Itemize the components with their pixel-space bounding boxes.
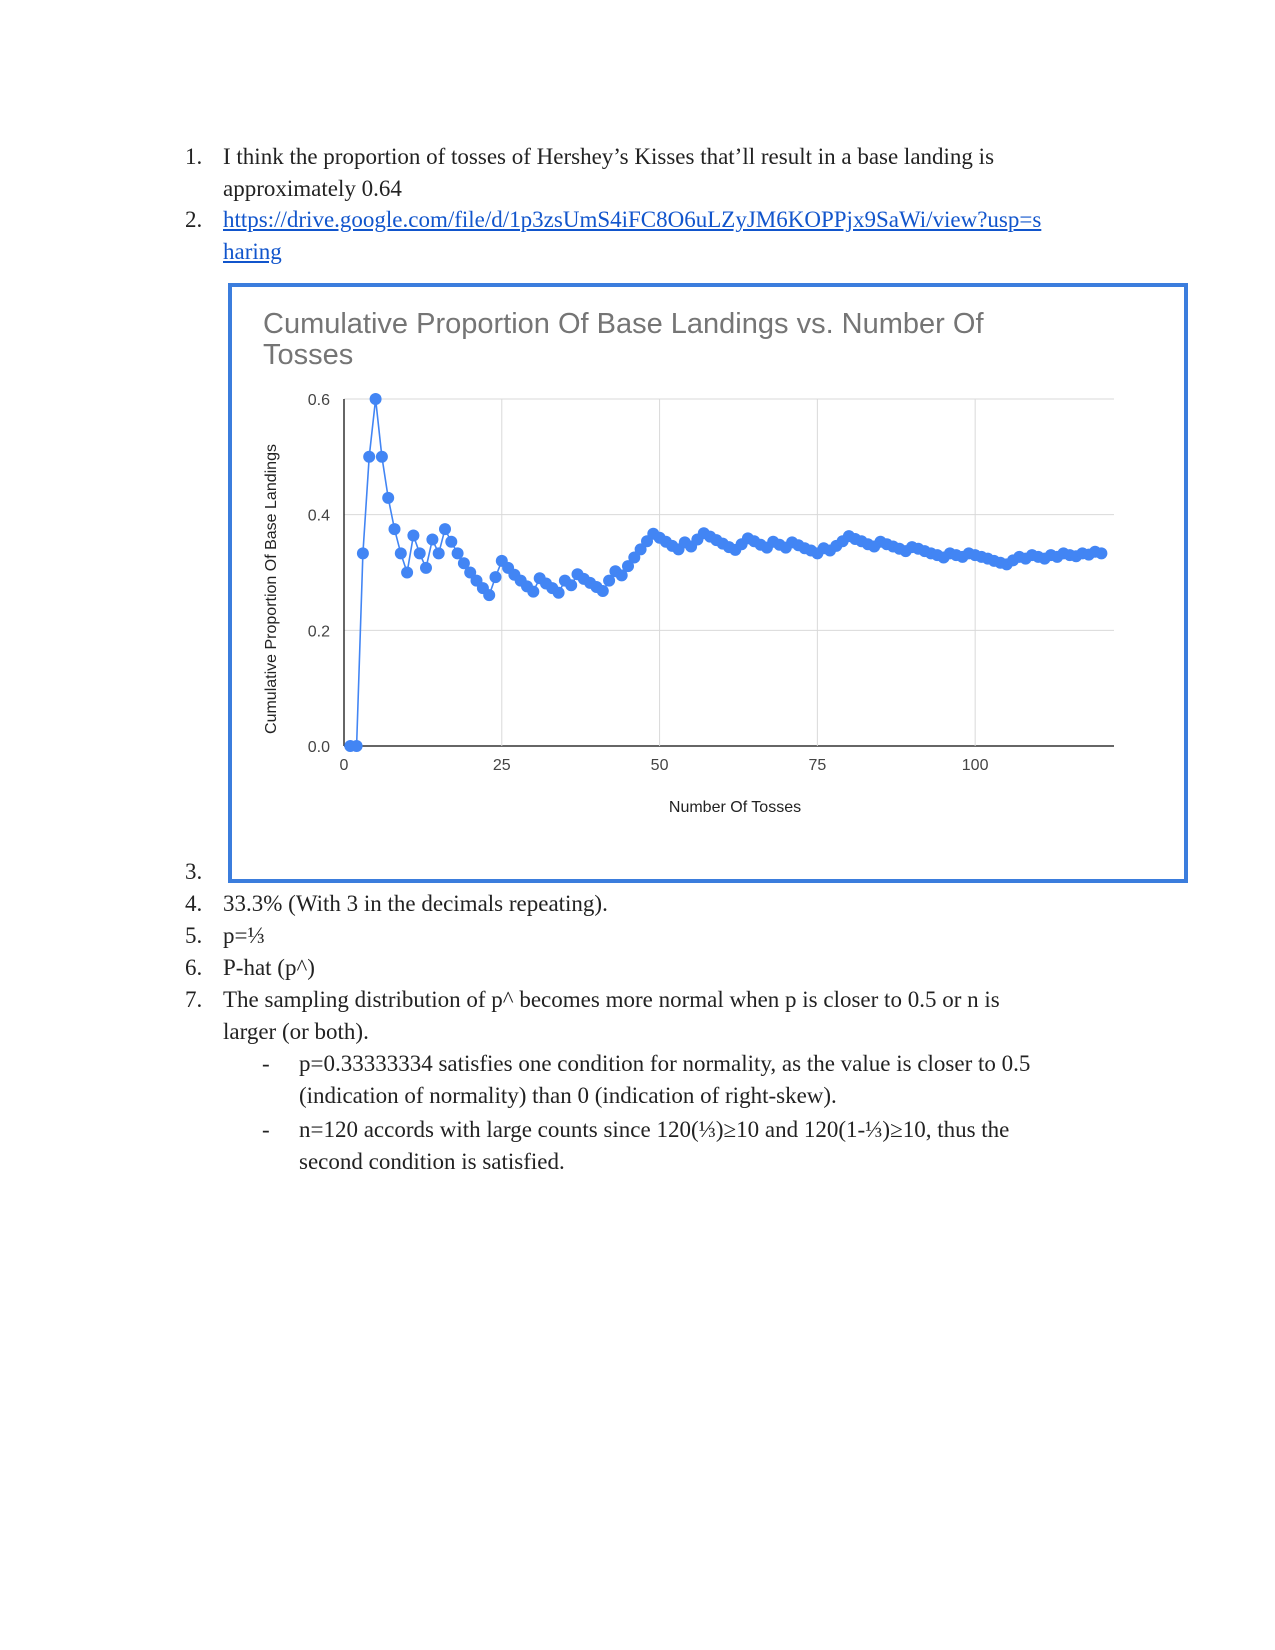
item-text: P-hat (p^) [223,955,315,980]
item-number: 3. [185,859,203,884]
x-tick-label: 75 [808,757,827,774]
sub-item-line: p=0.33333334 satisfies one condition for normality, as the value is closer to 0.5 [299,1051,1031,1076]
data-point [565,579,577,591]
data-point [401,567,413,579]
x-tick-label: 100 [961,757,989,774]
item-text [223,141,1083,205]
data-point [433,547,445,559]
y-tick-label: 0.4 [307,507,330,525]
data-point [370,393,382,405]
sub-item-text [299,1114,1099,1178]
item-number: 6. [185,955,203,980]
data-point [553,587,565,599]
item-number: 1. [185,144,203,169]
cumulative-proportion-chart [232,287,1184,879]
data-point [376,451,388,463]
item-text: 33.3% (With 3 in the decimals repeating). [223,891,608,916]
series-line [350,399,1101,746]
sub-item-line: second condition is satisfied. [299,1149,565,1174]
drive-link[interactable] [223,204,1083,268]
data-point [407,530,419,542]
item-text [223,984,1083,1048]
data-point [357,547,369,559]
item-number: 2. [185,207,203,232]
bullet-dash: - [262,1117,270,1142]
x-tick-label: 0 [339,757,349,774]
sub-item-line: (indication of normality) than 0 (indication of right-skew). [299,1083,837,1108]
x-tick-label: 25 [492,757,511,774]
item-text: p=⅓ [223,923,265,948]
data-point [439,523,451,535]
data-point [445,536,457,548]
data-point [527,586,539,598]
bullet-dash: - [262,1051,270,1076]
sub-item-line: n=120 accords with large counts since 120(⅓)≥10 and 120(1-⅓)≥10, thus the [299,1117,1010,1142]
data-point [389,523,401,535]
x-axis-label: Number Of Tosses [668,799,802,816]
item-number: 5. [185,923,203,948]
data-point [395,547,407,559]
y-tick-label: 0.2 [307,623,330,641]
data-point [426,534,438,546]
link-line[interactable]: haring [223,239,282,264]
data-point [420,562,432,574]
chart-image [228,283,1188,883]
x-tick-label: 50 [650,757,669,774]
data-point [351,740,363,752]
y-tick-label: 0.6 [307,392,330,409]
data-point [597,585,609,597]
item-line: larger (or both). [223,1019,369,1044]
item-line: The sampling distribution of p^ becomes more normal when p is closer to 0.5 or n is [223,987,1000,1012]
data-point [490,571,502,583]
data-point [483,589,495,601]
data-point [1095,547,1107,559]
y-axis-label: Cumulative Proportion Of Base Landings [263,444,280,734]
item-line: I think the proportion of tosses of Hershey’s Kisses that’ll result in a base landing is [223,144,995,169]
item-number: 4. [185,891,203,916]
data-point [382,492,394,504]
item-line: approximately 0.64 [223,176,402,201]
item-number: 7. [185,987,203,1012]
link-line[interactable]: https://drive.google.com/file/d/1p3zsUmS4iFC8O6uLZyJM6KOPPjx9SaWi/view?usp=s [223,207,1042,232]
sub-item-text [299,1048,1099,1112]
data-point [363,451,375,463]
chart-title-line-2: Tosses [263,339,354,371]
data-point [414,547,426,559]
chart-title-line-1: Cumulative Proportion Of Base Landings vs. Number Of [263,308,984,340]
y-tick-label: 0.0 [307,739,330,756]
